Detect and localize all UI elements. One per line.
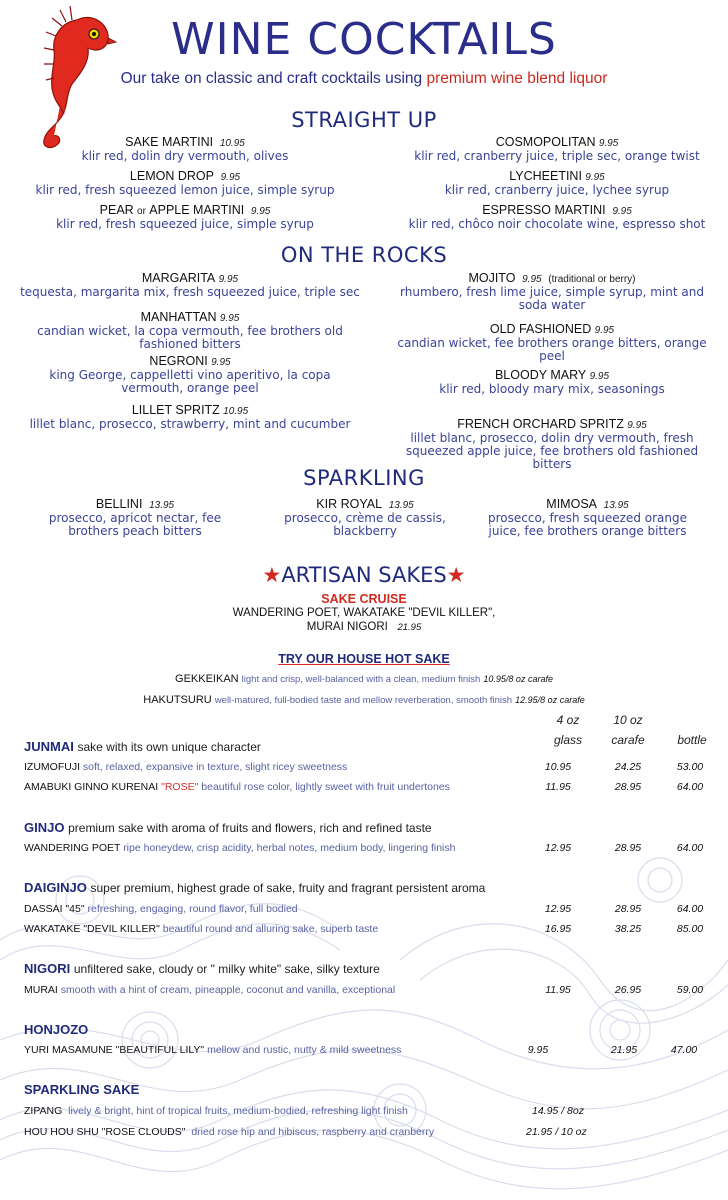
menu-item: COSMOPOLITAN 9.95 klir red, cranberry juice, triple sec, orange twist [414,135,700,163]
price-bottle: 64.00 [676,903,704,915]
col-bottle-header: bottle [677,733,707,747]
price-bottle: 64.00 [676,842,704,854]
price-carafe: 38.25 [614,923,642,935]
sake-row: DASSAI "45" refreshing, engaging, round flavor, full bodied [24,903,298,915]
price-carafe: 28.95 [614,903,642,915]
page-subtitle: Our take on classic and craft cocktails using premium wine blend liquor [120,70,608,87]
menu-item: LEMON DROP 9.95 klir red, fresh squeezed lemon juice, simple syrup [35,169,335,197]
hot-sake-row: HAKUTSURU well-matured, full-bodied taste and mellow reverberation, smooth finish 12.95/8 oz carafe [143,694,585,706]
col-carafe-header: 10 oz carafe [611,713,645,747]
price-glass: 10.95 [544,761,572,773]
price-glass: 12.95 [544,842,572,854]
menu-item: BELLINI 13.95 prosecco, apricot nectar, fee brothers peach bitters [48,497,222,538]
menu-item: OLD FASHIONED 9.95 candian wicket, fee brothers orange bitters, orange peel [397,322,707,363]
price-glass: 14.95 / 8oz [532,1105,584,1117]
menu-item: MANHATTAN 9.95 candian wicket, la copa vermouth, fee brothers old fashioned bitters [37,310,343,351]
price-glass: 11.95 [545,781,571,793]
menu-item: ESPRESSO MARTINI 9.95 klir red, chôco noir chocolate wine, espresso shot [408,203,706,231]
menu-item: MOJITO 9.95 (traditional or berry) rhumbero, fresh lime juice, simple syrup, mint and soda water [400,271,704,312]
price-glass: 16.95 [544,923,572,935]
section-artisan-sakes-title: ★ARTISAN SAKES★ [262,563,466,587]
sake-cruise-desc: WANDERING POET, WAKATAKE "DEVIL KILLER", MURAI NIGORI 21.95 [232,607,496,633]
menu-item: BLOODY MARY 9.95 klir red, bloody mary mix, seasonings [439,368,665,396]
price-glass: 9.95 [527,1044,549,1056]
price-carafe: 28.95 [614,842,642,854]
sake-category-daiginjo: DAIGINJO super premium, highest grade of sake, fruity and fragrant persistent aroma [24,880,486,895]
menu-item: MARGARITA 9.95 tequesta, margarita mix, fresh squeezed juice, triple sec [20,271,360,299]
col-glass-header: 4 oz glass [553,713,582,747]
sake-category-honjozo: HONJOZO [24,1022,89,1037]
price-bottle: 64.00 [676,781,704,793]
price-bottle: 85.00 [676,923,704,935]
price-bottle: 47.00 [670,1044,698,1056]
section-on-the-rocks-title: ON THE ROCKS [280,243,448,267]
price-glass: 11.95 [545,984,571,996]
price-carafe: 24.25 [614,761,642,773]
sake-category-junmai: JUNMAI sake with its own unique character [24,739,261,754]
sake-category-nigori: NIGORI unfiltered sake, cloudy or " milky white" sake, silky texture [24,961,380,976]
hot-sake-title: TRY OUR HOUSE HOT SAKE [278,652,450,666]
sake-row: HOU HOU SHU "ROSE CLOUDS" dried rose hip and hibiscus, raspberry and cranberry [24,1126,435,1138]
price-carafe: 21.95 [610,1044,638,1056]
sake-row: YURI MASAMUNE "BEAUTIFUL LILY" mellow and rustic, nutty & mild sweetness [24,1044,402,1056]
price-bottle: 59.00 [676,984,704,996]
sake-row: IZUMOFUJI soft, relaxed, expansive in texture, slight ricey sweetness [24,761,348,773]
star-icon: ★ [262,563,282,587]
menu-item: KIR ROYAL 13.95 prosecco, crème de cassis, blackberry [284,497,446,538]
section-sparkling-title: SPARKLING [303,466,425,490]
menu-item: LILLET SPRITZ 10.95 lillet blanc, prosecco, strawberry, mint and cucumber [29,403,351,431]
sake-row: ZIPANG lively & bright, hint of tropical fruits, medium-bodied, refreshing light finish [24,1105,408,1117]
menu-item: PEAR or APPLE MARTINI 9.95 klir red, fresh squeezed juice, simple syrup [56,203,314,231]
page-title: WINE COCKTAILS [171,14,557,65]
star-icon: ★ [446,563,466,587]
sake-row: WAKATAKE "DEVIL KILLER" beautiful round and alluring sake, superb taste [24,923,379,935]
menu-item: NEGRONI 9.95 king George, cappelletti vino aperitivo, la copa vermouth, orange peel [49,354,331,395]
sake-row: AMABUKI GINNO KURENAI "ROSE" beautiful rose color, lightly sweet with fruit undertones [24,781,450,793]
menu-item: FRENCH ORCHARD SPRITZ 9.95 lillet blanc, prosecco, dolin dry vermouth, fresh squeezed apple juice, fee brothers old fashioned bitters [405,417,699,471]
price-carafe: 28.95 [614,781,642,793]
sake-row: WANDERING POET ripe honeydew, crisp acidity, herbal notes, medium body, lingering finish [24,842,456,854]
menu-item: LYCHEETINI 9.95 klir red, cranberry juice, lychee syrup [444,169,670,197]
price-glass: 12.95 [544,903,572,915]
section-straight-up-title: STRAIGHT UP [291,108,437,132]
price-glass: 21.95 / 10 oz [526,1126,587,1138]
price-bottle: 53.00 [676,761,704,773]
sake-category-sparkling-sake: SPARKLING SAKE [24,1082,140,1097]
sake-cruise-title: SAKE CRUISE [321,592,407,606]
sake-category-ginjo: GINJO premium sake with aroma of fruits and flowers, rich and refined taste [24,820,432,835]
wave-background [0,700,728,1200]
menu-item: MIMOSA 13.95 prosecco, fresh squeezed orange juice, fee brothers orange bitters [488,497,687,538]
price-carafe: 26.95 [614,984,642,996]
menu-item: SAKE MARTINI 10.95 klir red, dolin dry vermouth, olives [81,135,289,163]
hot-sake-row: GEKKEIKAN light and crisp, well-balanced with a clean, medium finish 10.95/8 oz carafe [175,673,553,685]
sake-row: MURAI smooth with a hint of cream, pineapple, coconut and vanilla, exceptional [24,984,396,996]
